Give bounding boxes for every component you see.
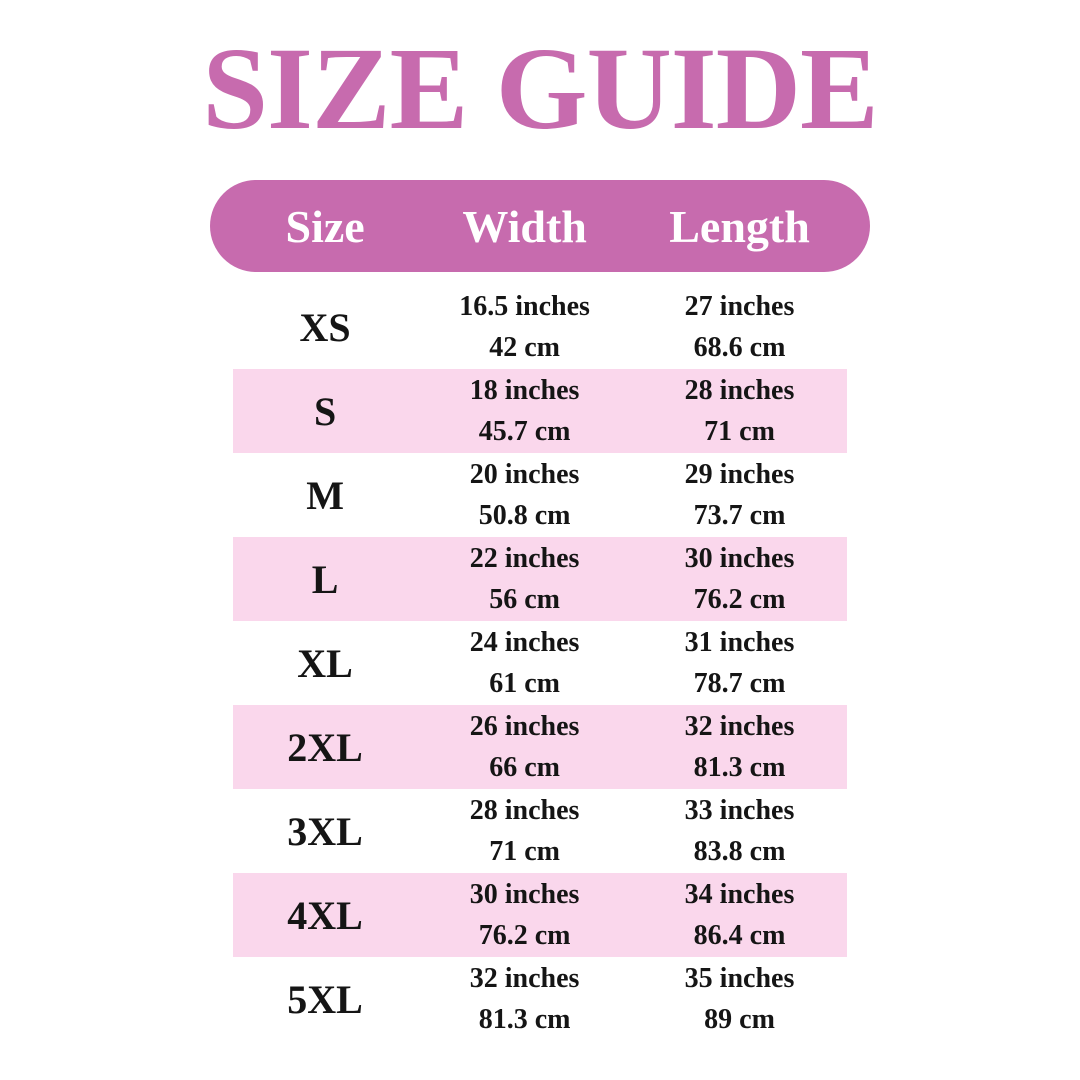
width-cell [417, 958, 632, 1041]
length-inches: 28 inches [684, 374, 795, 406]
width-cm: 61 cm [489, 668, 561, 699]
size-table [233, 285, 847, 1041]
size-label: XL [297, 640, 353, 686]
length-cm: 86.4 cm [693, 920, 786, 951]
width-inches: 26 inches [469, 710, 580, 742]
page-title: SIZE GUIDE [202, 23, 878, 154]
length-inches: 33 inches [684, 794, 795, 826]
header-width: Width [462, 200, 587, 252]
header-size: Size [285, 200, 365, 252]
table-row [233, 453, 847, 537]
length-inches: 27 inches [684, 290, 795, 322]
size-label: 4XL [287, 892, 363, 938]
length-cell [632, 454, 847, 537]
length-inches: 32 inches [684, 710, 795, 742]
width-inches: 32 inches [469, 962, 580, 994]
length-cell [632, 706, 847, 789]
length-cell [632, 958, 847, 1041]
size-label: 5XL [287, 976, 363, 1022]
width-inches: 22 inches [469, 542, 580, 574]
width-cm: 42 cm [489, 332, 561, 363]
length-inches: 29 inches [684, 458, 795, 490]
width-cm: 66 cm [489, 752, 561, 783]
width-inches: 20 inches [469, 458, 580, 490]
table-row [233, 789, 847, 873]
width-cm: 56 cm [489, 584, 561, 615]
length-cm: 78.7 cm [693, 668, 786, 699]
table-row [233, 957, 847, 1041]
width-cm: 76.2 cm [478, 920, 571, 951]
table-row [233, 285, 847, 369]
table-row [233, 369, 847, 453]
width-inches: 24 inches [469, 626, 580, 658]
table-row [233, 873, 847, 957]
size-label: 2XL [287, 724, 363, 770]
width-inches: 28 inches [469, 794, 580, 826]
length-cell [632, 370, 847, 453]
length-cm: 81.3 cm [693, 752, 786, 783]
width-inches: 30 inches [469, 878, 580, 910]
length-cell [632, 790, 847, 873]
length-cell [632, 286, 847, 369]
length-cm: 71 cm [704, 416, 775, 447]
size-label: M [306, 472, 344, 518]
table-row [233, 705, 847, 789]
width-cell [417, 790, 632, 873]
width-cell [417, 874, 632, 957]
size-label: XS [299, 304, 351, 350]
length-inches: 31 inches [684, 626, 795, 658]
width-cell [417, 454, 632, 537]
length-cm: 83.8 cm [693, 836, 786, 867]
length-cell [632, 622, 847, 705]
width-cm: 50.8 cm [478, 500, 571, 531]
length-inches: 30 inches [684, 542, 795, 574]
width-cm: 81.3 cm [478, 1004, 571, 1035]
width-cell [417, 622, 632, 705]
length-cell [632, 874, 847, 957]
header-length: Length [669, 200, 810, 252]
width-cm: 45.7 cm [478, 416, 571, 447]
table-row [233, 537, 847, 621]
width-inches: 16.5 inches [459, 290, 590, 322]
width-cell [417, 706, 632, 789]
length-inches: 35 inches [684, 962, 795, 994]
width-cell [417, 538, 632, 621]
width-inches: 18 inches [469, 374, 580, 406]
width-cell [417, 370, 632, 453]
width-cell [417, 286, 632, 369]
size-label: 3XL [287, 808, 363, 854]
size-label: S [313, 388, 337, 434]
width-cm: 71 cm [489, 836, 561, 867]
length-cm: 73.7 cm [693, 500, 786, 531]
table-row [233, 621, 847, 705]
table-header [210, 180, 870, 272]
length-cell [632, 538, 847, 621]
length-cm: 89 cm [704, 1004, 775, 1035]
length-cm: 76.2 cm [693, 584, 786, 615]
length-inches: 34 inches [684, 878, 795, 910]
size-label: L [311, 556, 339, 602]
length-cm: 68.6 cm [693, 332, 786, 363]
